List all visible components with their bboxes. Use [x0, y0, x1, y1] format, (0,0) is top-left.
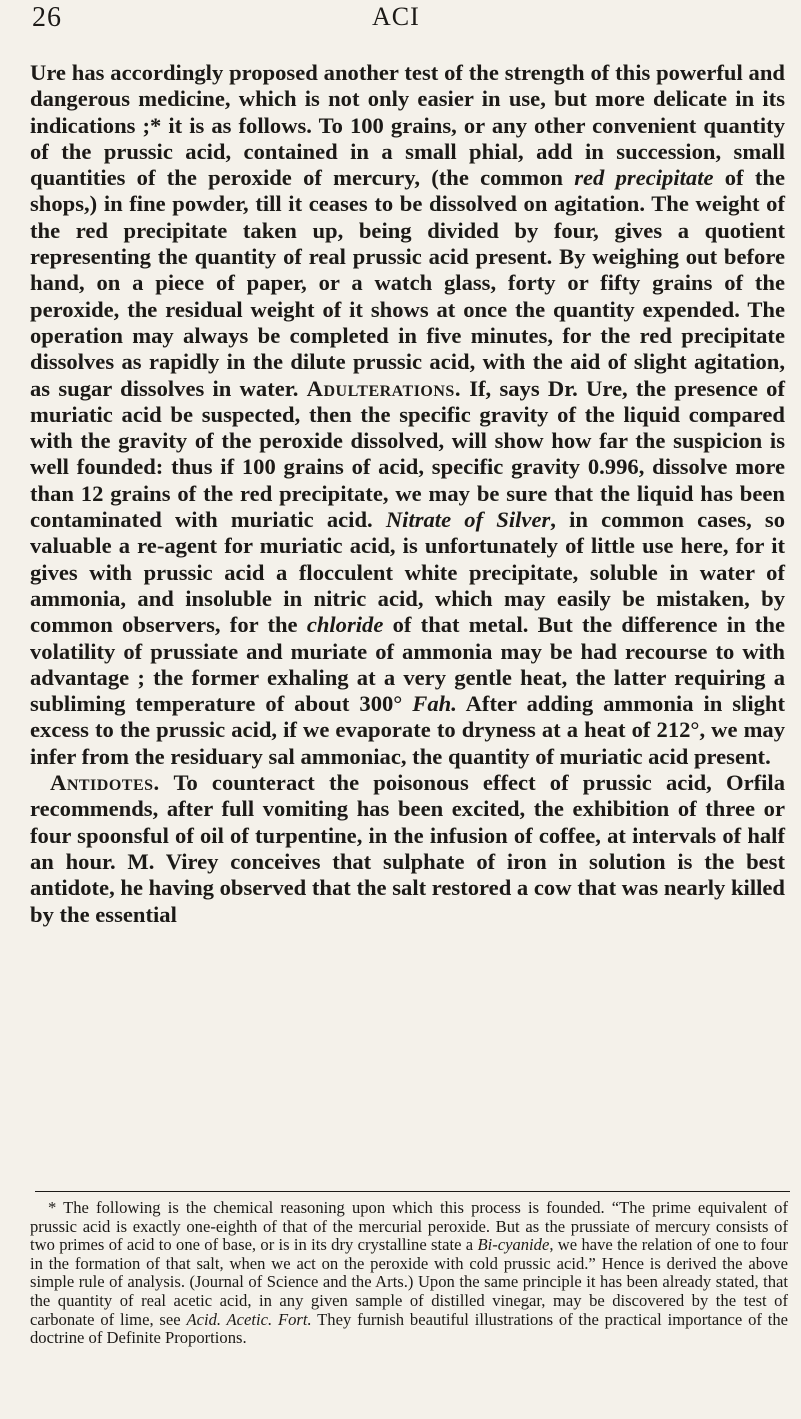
text-run: Ure has accordingly proposed another test of the strength of this powerful and dangerous medicine, which is not only easier in use, but more delicate in its indications ;* it is as follows. To 100 grains, or any other convenient quantity of the prussic acid, contained in a small phial, add in succession, small quantities of the peroxide of mercury, (the common	[30, 60, 785, 191]
text-run: If, says Dr. Ure, the presence of muriatic acid be suspected, then the specific gravity of the liquid compared with the gravity of the peroxide dissolved, will show how far the suspicion is well founded: thus if 100 grains of acid, specific gravity 0.996, dissolve more than 12 grains of the red precipitate, we may be sure that the liquid has been contaminated with muriatic acid.	[30, 375, 785, 533]
page-number: 26	[32, 2, 62, 33]
text-run: , in common cases, so valuable a re-agent for muriatic acid, is unfortunately of little use here, for it gives with prussic acid a flocculent white precipitate, soluble in water of ammonia, and insoluble in nitric acid, which may easily be mistaken, by common observers, for the	[30, 507, 785, 638]
running-head: ACI	[372, 2, 420, 31]
section-heading-antidotes: Antidotes.	[50, 770, 160, 796]
footnote	[30, 1199, 788, 1348]
text-run: * The following is the chemical reasoning upon which this process is founded. “The prime equivalent of prussic acid is exactly one-eighth of that of the mercurial peroxide. But as the prussiate of mercury consists of two primes of acid to one of base, or is in its dry crystalline state a	[30, 1198, 788, 1255]
main-text	[30, 60, 785, 928]
text-run: of the shops,) in fine powder, till it ceases to be dissolved on agitation. The weight of the red precipitate taken up, being divided by four, gives a quotient representing the quantity of real prussic acid present. By weighing out before hand, on a piece of paper, or a watch glass, forty or fifty grains of the peroxide, the residual weight of it shows at once the quantity expended. The operation may always be completed in five minutes, for the red precipitate dissolves as rapidly in the dilute prussic acid, with the aid of slight agitation, as sugar dissolves in water.	[30, 165, 785, 401]
footnote-text	[30, 1199, 788, 1348]
page-header	[32, 2, 781, 42]
text-run: To counteract the poisonous effect of prussic acid, Orfila recommends, after full vomiting has been excited, the exhibition of three or four spoonsful of oil of turpentine, in the infusion of coffee, at intervals of half an hour. M. Virey conceives that sulphate of iron in solution is the best antidote, he having observed that the salt restored a cow that was nearly killed by the essential	[30, 770, 785, 927]
italic-term: Bi-cyanide	[477, 1235, 550, 1255]
paragraph-antidotes	[30, 770, 785, 928]
italic-term: red precipitate	[574, 165, 714, 191]
paragraph-prussic-acid-test	[30, 60, 785, 770]
italic-term: Acid. Acetic. Fort.	[186, 1309, 312, 1329]
text-run: , we have the relation of one to four in the formation of that salt, when we act on the peroxide with cold prussic acid.” Hence is derived the above simple rule of analysis. (Journal of Science and the Arts.) Upon the same principle it has been already stated, that the quantity of real acetic acid, in any given sample of distilled vinegar, may be discovered by the test of carbonate of lime, see	[30, 1235, 788, 1329]
italic-term: chloride	[306, 612, 384, 638]
italic-term: Fah.	[412, 691, 457, 717]
text-run: After adding ammonia in slight excess to the prussic acid, if we evaporate to dryness at a heat of 212°, we may infer from the residuary sal ammoniac, the quantity of muriatic acid present.	[30, 691, 785, 769]
italic-term: Nitrate of Silver	[385, 507, 551, 533]
text-run: They furnish beautiful illustrations of the practical importance of the doctrine of Definite Proportions.	[30, 1309, 788, 1348]
footnote-rule	[35, 1191, 790, 1192]
text-run: of that metal. But the difference in the volatility of prussiate and muriate of ammonia may be had recourse to with advantage ; the former exhaling at a very gentle heat, the latter requiring a subliming temperature of about 300°	[30, 612, 785, 717]
section-heading-adulterations: Adulterations.	[306, 375, 461, 401]
